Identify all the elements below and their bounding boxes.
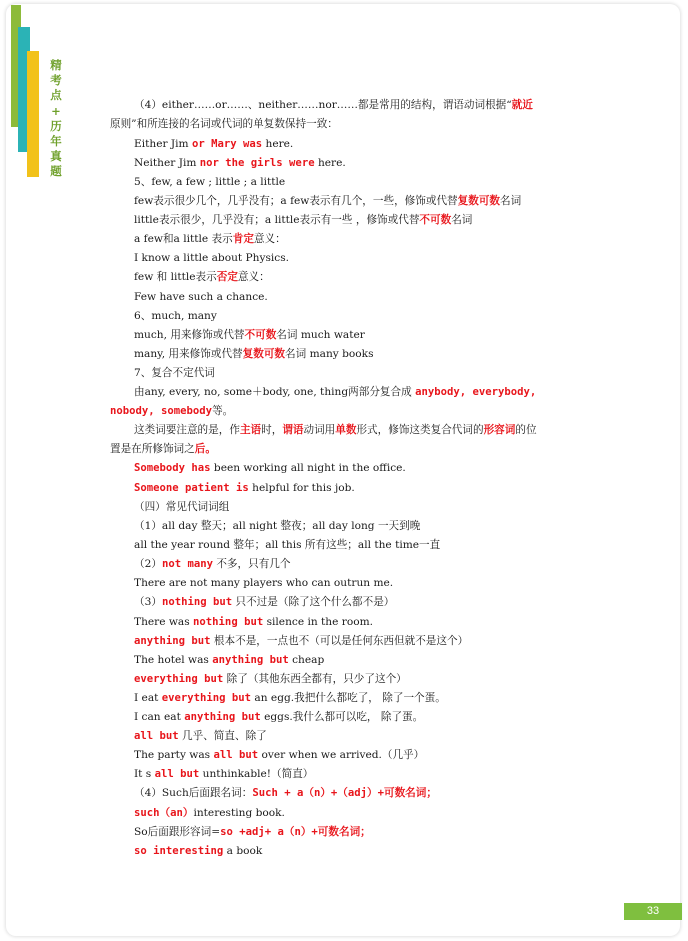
body-text: （3） bbox=[134, 596, 162, 608]
text-line bbox=[134, 385, 536, 399]
body-text: I know a little about Physics. bbox=[134, 252, 290, 264]
body-text: 根本不是，一点也不（可以是任何东西但就不是这个） bbox=[210, 635, 469, 647]
highlight-text: all but bbox=[154, 768, 200, 780]
body-text: Either Jim bbox=[134, 138, 192, 150]
body-text: （4）Such后面跟名词： bbox=[134, 787, 253, 799]
text-line bbox=[134, 576, 393, 590]
highlight-text: nor the girls were bbox=[199, 157, 315, 169]
highlight-text: anything but bbox=[134, 635, 211, 647]
body-text: interesting book. bbox=[193, 807, 285, 819]
body-text: unthinkable!（简直） bbox=[199, 768, 314, 780]
page-number: 33 bbox=[624, 903, 682, 920]
highlight-text: so +adj+ a（n）+可数名词； bbox=[220, 826, 371, 838]
body-text: over when we arrived.（几乎） bbox=[258, 749, 425, 761]
body-text: cheap bbox=[288, 654, 325, 666]
body-text: So后面跟形容词= bbox=[134, 826, 221, 838]
body-text: （1）all day 整天；all night 整夜；all day long 一天到晚 bbox=[134, 520, 421, 532]
body-text: 这类词要注意的是，作 bbox=[134, 424, 240, 436]
text-line bbox=[134, 156, 346, 170]
body-text: few 和 little表示 bbox=[134, 271, 217, 283]
text-line bbox=[134, 786, 437, 800]
body-text: （4）either……or……、neither……nor……都是常用的结构，谓语动词根据“ bbox=[134, 99, 512, 111]
body-text: Few have such a chance. bbox=[134, 291, 268, 303]
body-text: many, 用来修饰或代替 bbox=[134, 348, 243, 360]
body-text: 原则”和所连接的名词或代词的单复数保持一致： bbox=[110, 118, 338, 130]
body-text: 的位 bbox=[515, 424, 537, 436]
text-line bbox=[134, 557, 291, 571]
body-text: silence in the room. bbox=[263, 616, 373, 628]
body-text: little表示很少，几乎没有；a little表示有一些 ，修饰或代替 bbox=[134, 214, 420, 226]
text-line bbox=[134, 290, 268, 304]
body-text: a few和a little 表示 bbox=[134, 233, 233, 245]
highlight-text: nothing but bbox=[161, 596, 233, 608]
body-text: There was bbox=[134, 616, 194, 628]
highlight-text: 不可数 bbox=[419, 214, 452, 226]
body-text: Neither Jim bbox=[134, 157, 200, 169]
text-line bbox=[134, 481, 355, 495]
body-text: 意义： bbox=[253, 233, 286, 245]
body-text: all the year round 整年；all this 所有这些；all the time一直 bbox=[134, 539, 441, 551]
text-line bbox=[134, 175, 285, 189]
text-line bbox=[110, 404, 233, 418]
body-text: an egg.我把什么都吃了， 除了一个蛋。 bbox=[251, 692, 446, 704]
text-line bbox=[134, 366, 215, 380]
body-text: 名词 much water bbox=[276, 329, 365, 341]
text-line bbox=[134, 825, 371, 839]
text-line bbox=[110, 442, 216, 456]
side-title: 精 考 点 + 历 年 真 题 bbox=[50, 58, 62, 179]
highlight-text: 形容词 bbox=[483, 424, 516, 436]
body-text: 除了（其他东西全都有，只少了这个） bbox=[223, 673, 407, 685]
text-line bbox=[134, 806, 285, 820]
highlight-text: 复数可数 bbox=[457, 195, 501, 207]
body-text: There are not many players who can outrun me. bbox=[134, 577, 394, 589]
body-text: 时， bbox=[261, 424, 283, 436]
text-line bbox=[134, 309, 217, 323]
body-text: 动词用 bbox=[303, 424, 336, 436]
highlight-text: nothing but bbox=[193, 616, 264, 628]
text-line bbox=[134, 634, 468, 648]
highlight-text: everything but bbox=[161, 692, 252, 704]
body-text: I eat bbox=[134, 692, 162, 704]
text-line bbox=[134, 137, 293, 151]
body-text: eggs.我什么都可以吃， 除了蛋。 bbox=[260, 711, 424, 723]
text-line bbox=[134, 519, 420, 533]
body-text: 只不过是（除了这个什么都不是） bbox=[232, 596, 395, 608]
body-text: 7、复合不定代词 bbox=[134, 367, 215, 379]
text-line bbox=[134, 423, 537, 437]
body-text: 置是在所修饰词之 bbox=[110, 443, 195, 455]
body-text: 5、few, a few ; little ; a little bbox=[134, 176, 286, 188]
text-line bbox=[134, 500, 229, 514]
highlight-text: 谓语 bbox=[282, 424, 304, 436]
text-line bbox=[110, 117, 338, 131]
highlight-text: Somebody has bbox=[134, 462, 211, 474]
body-text: （2） bbox=[134, 558, 162, 570]
body-text: The hotel was bbox=[134, 654, 213, 666]
highlight-text: 单数 bbox=[335, 424, 357, 436]
highlight-text: such（an） bbox=[134, 807, 194, 819]
text-line bbox=[134, 653, 324, 667]
text-line bbox=[134, 767, 313, 781]
body-text: 6、much, many bbox=[134, 310, 217, 322]
highlight-text: anything but bbox=[212, 654, 289, 666]
text-line bbox=[134, 213, 472, 227]
body-text: here. bbox=[314, 157, 346, 169]
body-text: 意义： bbox=[237, 271, 270, 283]
body-text: 名词 many books bbox=[285, 348, 374, 360]
text-line bbox=[134, 615, 373, 629]
body-text: 不多，只有几个 bbox=[212, 558, 291, 570]
highlight-text: 主语 bbox=[239, 424, 262, 436]
highlight-text: 否定 bbox=[216, 271, 238, 283]
body-text: 名词 bbox=[451, 214, 473, 226]
highlight-text: 后。 bbox=[194, 443, 216, 455]
text-line bbox=[134, 691, 446, 705]
text-line bbox=[134, 748, 424, 762]
body-text: 形式，修饰这类复合代词的 bbox=[356, 424, 484, 436]
highlight-text: everything but bbox=[134, 673, 224, 685]
body-text: 名词 bbox=[500, 195, 522, 207]
body-text: few表示很少几个，几乎没有；a few表示有几个，一些，修饰或代替 bbox=[134, 195, 458, 207]
highlight-text: anything but bbox=[184, 711, 261, 723]
body-text: 几乎、简直、除了 bbox=[178, 730, 267, 742]
highlight-text: 就近 bbox=[511, 99, 533, 111]
text-line bbox=[134, 461, 406, 475]
highlight-text: 不可数 bbox=[244, 329, 277, 341]
text-line bbox=[134, 270, 270, 284]
highlight-text: Such + a（n）+（adj）+可数名词； bbox=[252, 787, 437, 799]
text-line bbox=[134, 844, 262, 858]
body-text: （四）常见代词词组 bbox=[134, 501, 230, 513]
highlight-text: 复数可数 bbox=[242, 348, 286, 360]
text-line bbox=[134, 595, 394, 609]
highlight-text: so interesting bbox=[134, 845, 224, 857]
body-text: The party was bbox=[134, 749, 214, 761]
highlight-text: not many bbox=[161, 558, 213, 570]
text-line bbox=[134, 232, 286, 246]
highlight-text: anybody, everybody, bbox=[415, 386, 537, 398]
text-line bbox=[134, 251, 289, 265]
body-text: 由any, every, no, some＋body, one, thing两部分复合成 bbox=[134, 386, 416, 398]
highlight-text: Someone patient is bbox=[134, 482, 249, 494]
highlight-text: nobody, somebody bbox=[110, 405, 213, 417]
body-text: here. bbox=[262, 138, 294, 150]
text-line bbox=[134, 98, 533, 112]
body-text: 等。 bbox=[212, 405, 234, 417]
body-text: It s bbox=[134, 768, 155, 780]
body-text: been working all night in the office. bbox=[210, 462, 406, 474]
highlight-text: all but bbox=[213, 749, 259, 761]
highlight-text: all but bbox=[134, 730, 179, 742]
text-line bbox=[134, 538, 440, 552]
body-text: much, 用来修饰或代替 bbox=[134, 329, 245, 341]
text-line bbox=[134, 347, 374, 361]
text-line bbox=[134, 729, 267, 743]
body-text: I can eat bbox=[134, 711, 185, 723]
text-line bbox=[134, 194, 521, 208]
body-text: a book bbox=[223, 845, 263, 857]
text-line bbox=[134, 328, 365, 342]
text-line bbox=[134, 710, 423, 724]
highlight-text: or Mary was bbox=[191, 138, 263, 150]
text-line bbox=[134, 672, 407, 686]
body-text: helpful for this job. bbox=[248, 482, 355, 494]
highlight-text: 肯定 bbox=[232, 233, 254, 245]
